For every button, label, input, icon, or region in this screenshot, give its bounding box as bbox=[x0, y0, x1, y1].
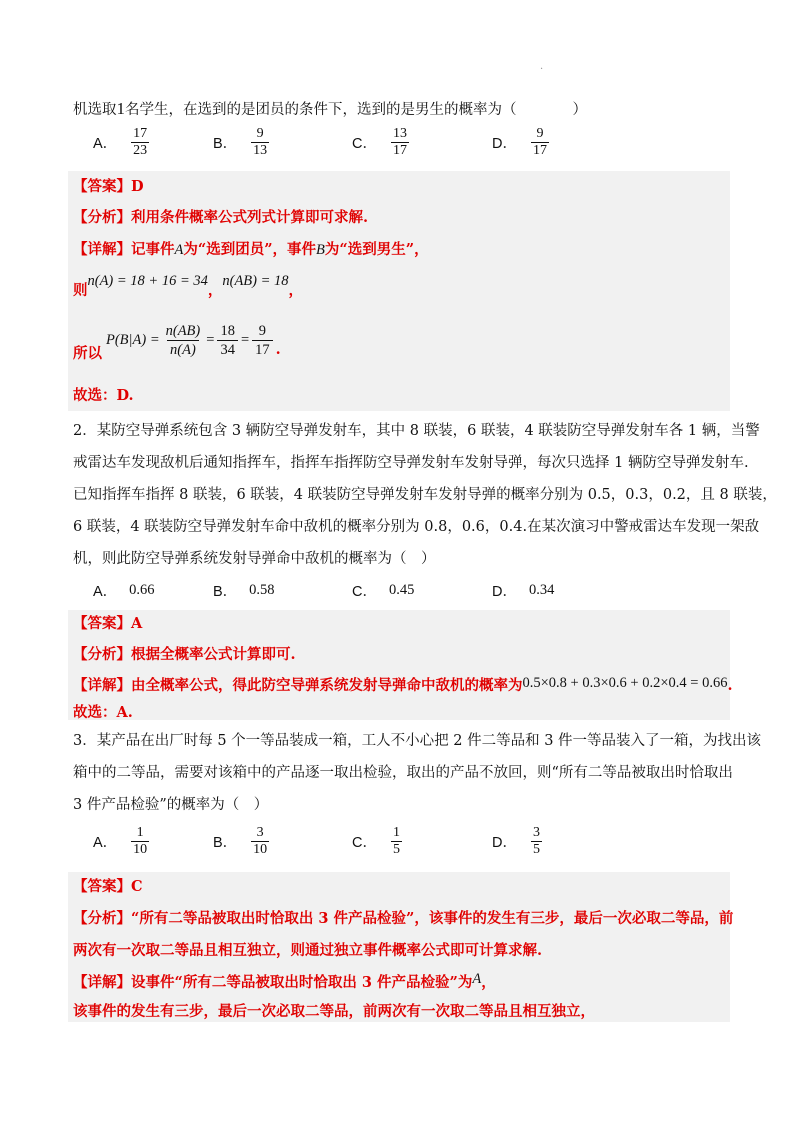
frac-den: 10 bbox=[253, 842, 268, 857]
option-fraction bbox=[251, 126, 269, 159]
page-mark: · bbox=[540, 64, 544, 75]
frac-num: 9 bbox=[258, 322, 266, 339]
frac-den: 34 bbox=[217, 340, 238, 359]
option-fraction bbox=[391, 825, 402, 858]
q3-stem-line: 3．某产品在出厂时每 5 个一等品装成一箱，工人不小心把 2 件二等品和 3 件一等品装入了一箱，为找出该 bbox=[73, 733, 762, 749]
frac-num: 9 bbox=[536, 126, 544, 141]
option-label: B． bbox=[213, 835, 238, 851]
option-fraction bbox=[131, 825, 149, 858]
q3-stem-line: 箱中的二等品，需要对该箱中的产品逐一取出检验，取出的产品不放回，则“所有二等品被取出时恰取出 bbox=[73, 765, 733, 781]
option-label: D． bbox=[492, 835, 517, 851]
event-a-symbol: A bbox=[472, 971, 482, 987]
q2-stem-line: 6 联装，4 联装防空导弹发射车命中敌机的概率分别为 0.8，0.6，0.4.在某次演习中警戒雷达车发现一架敌 bbox=[73, 519, 760, 535]
q1-answer: 【答案】D bbox=[73, 178, 144, 195]
frac-den: 5 bbox=[532, 842, 540, 857]
frac-den: 23 bbox=[133, 143, 148, 158]
frac-den: 17 bbox=[532, 143, 547, 158]
frac-den: 10 bbox=[133, 842, 148, 857]
event-a-symbol: A bbox=[174, 242, 184, 258]
q1-n-a-formula: n(A) = 18 + 16 = 34 bbox=[87, 273, 208, 289]
equals-sign: = bbox=[240, 332, 250, 348]
q1-fraction-3 bbox=[252, 322, 273, 359]
q1-then: 则 bbox=[73, 282, 88, 299]
q1-stem-text-a: 机选取 bbox=[73, 102, 117, 118]
frac-den: 5 bbox=[392, 842, 400, 857]
frac-num: 13 bbox=[392, 126, 407, 141]
frac-den: n(A) bbox=[167, 340, 199, 359]
q1-detail-text-a: 【详解】记事件 bbox=[73, 241, 175, 258]
option-label: C． bbox=[352, 835, 377, 851]
option-label: A． bbox=[93, 835, 118, 851]
q2-stem-line: 2．某防空导弹系统包含 3 辆防空导弹发射车，其中 8 联装，6 联装，4 联装防空导弹发射车各 1 辆，当警 bbox=[73, 423, 760, 439]
option-fraction bbox=[131, 126, 149, 159]
option-label: B． bbox=[213, 136, 238, 152]
q2-detail-text: 【详解】由全概率公式，得此防空导弹系统发射导弹命中敌机的概率为 bbox=[73, 677, 523, 694]
q1-choose: 故选：D. bbox=[73, 387, 134, 404]
q1-p-b-given-a: P(B|A) = bbox=[106, 332, 160, 348]
q1-answer-block bbox=[68, 171, 730, 411]
q2-option-b[interactable] bbox=[213, 580, 275, 601]
q2-analysis: 【分析】根据全概率公式计算即可. bbox=[73, 646, 296, 663]
q2-stem-line: 戒雷达车发现敌机后通知指挥车，指挥车指挥防空导弹发射车发射导弹，每次只选择 1 辆防空导弹发射车. bbox=[73, 455, 749, 471]
q2-answer: 【答案】A bbox=[73, 615, 143, 632]
q2-detail bbox=[73, 676, 733, 696]
q3-detail-comma: ， bbox=[481, 974, 496, 991]
q1-analysis: 【分析】利用条件概率公式列式计算即可求解. bbox=[73, 209, 369, 226]
q1-counts bbox=[73, 271, 304, 299]
q3-option-b[interactable] bbox=[213, 825, 271, 858]
option-fraction bbox=[391, 126, 409, 159]
q1-period: . bbox=[275, 341, 281, 358]
q3-detail-text: 【详解】设事件“所有二等品被取出时恰取出 3 件产品检验”为 bbox=[73, 974, 473, 991]
q1-so: 所以 bbox=[73, 345, 102, 362]
frac-den: 17 bbox=[392, 143, 407, 158]
q1-detail bbox=[73, 240, 429, 260]
q2-option-d[interactable] bbox=[492, 580, 554, 601]
frac-num: 17 bbox=[133, 126, 148, 141]
option-label: A． bbox=[93, 584, 118, 600]
q1-option-a[interactable] bbox=[93, 126, 151, 159]
q1-n-ab-formula: n(AB) = 18 bbox=[222, 273, 289, 289]
option-value: 0.45 bbox=[388, 582, 415, 598]
frac-den: 17 bbox=[252, 340, 273, 359]
frac-num: 3 bbox=[256, 825, 264, 840]
option-label: B． bbox=[213, 584, 238, 600]
frac-num: 1 bbox=[136, 825, 144, 840]
q3-analysis-line: 【分析】“所有二等品被取出时恰取出 3 件产品检验”，该事件的发生有三步，最后一次必取二等品，前 bbox=[73, 910, 734, 927]
q2-period: . bbox=[727, 677, 733, 694]
option-label: C． bbox=[352, 136, 377, 152]
frac-num: 1 bbox=[392, 825, 400, 840]
q3-option-c[interactable] bbox=[352, 825, 404, 858]
q3-detail-line: 该事件的发生有三步，最后一次必取二等品，前两次有一次取二等品且相互独立， bbox=[73, 1003, 595, 1020]
option-fraction bbox=[531, 126, 549, 159]
option-value: 0.66 bbox=[129, 582, 155, 598]
q2-choose: 故选：A. bbox=[73, 704, 133, 721]
equals-sign: = bbox=[206, 332, 215, 348]
q2-option-c[interactable] bbox=[352, 580, 414, 601]
option-label: A． bbox=[93, 136, 118, 152]
q3-option-a[interactable] bbox=[93, 825, 151, 858]
q1-stem bbox=[73, 99, 587, 120]
q1-comma: ， bbox=[288, 282, 304, 299]
option-label: C． bbox=[352, 584, 377, 600]
q1-fraction-1 bbox=[163, 322, 204, 359]
frac-num: n(AB) bbox=[165, 322, 201, 339]
option-label: D． bbox=[492, 136, 517, 152]
q2-stem-line: 机，则此防空导弹系统发射导弹命中敌机的概率为（ ） bbox=[73, 551, 436, 567]
q2-answer-block bbox=[68, 610, 733, 720]
q1-stem-text-b: 名学生，在选到的是团员的条件下，选到的是男生的概率为（ bbox=[125, 102, 517, 118]
q3-analysis-line: 两次有一次取二等品且相互独立，则通过独立事件概率公式即可计算求解. bbox=[73, 942, 543, 959]
q2-option-a[interactable] bbox=[93, 580, 155, 601]
frac-den: 13 bbox=[253, 143, 268, 158]
option-label: D． bbox=[492, 584, 517, 600]
q1-detail-text-c: 为“选到男生”， bbox=[324, 241, 429, 258]
q3-detail-line bbox=[73, 973, 496, 993]
frac-num: 18 bbox=[220, 322, 235, 339]
q1-option-c[interactable] bbox=[352, 126, 411, 159]
q1-comma: ， bbox=[207, 282, 223, 299]
q1-option-b[interactable] bbox=[213, 126, 271, 159]
q1-stem-number: 1 bbox=[116, 99, 125, 118]
q2-stem-line: 已知指挥车指挥 8 联装，6 联装，4 联装防空导弹发射车发射导弹的概率分别为 0.5，0.3，0.2，且 8 联装， bbox=[73, 487, 777, 503]
option-fraction bbox=[251, 825, 269, 858]
event-b-symbol: B bbox=[316, 242, 325, 258]
q3-stem-line: 3 件产品检验”的概率为（ ） bbox=[73, 797, 269, 813]
frac-num: 3 bbox=[532, 825, 540, 840]
q3-option-d[interactable] bbox=[492, 825, 544, 858]
q1-fraction-2 bbox=[217, 322, 238, 359]
option-value: 0.58 bbox=[249, 582, 275, 598]
q1-option-d[interactable] bbox=[492, 126, 551, 159]
q1-conditional-probability bbox=[73, 316, 281, 364]
q1-stem-text-c: ） bbox=[572, 102, 587, 118]
frac-num: 9 bbox=[256, 126, 264, 141]
option-value: 0.34 bbox=[528, 582, 555, 598]
option-fraction bbox=[531, 825, 542, 858]
q3-answer: 【答案】C bbox=[73, 878, 143, 895]
q2-formula: 0.5×0.8 + 0.3×0.6 + 0.2×0.4 = 0.66 bbox=[522, 675, 728, 691]
q1-detail-text-b: 为“选到团员”，事件 bbox=[183, 241, 317, 258]
